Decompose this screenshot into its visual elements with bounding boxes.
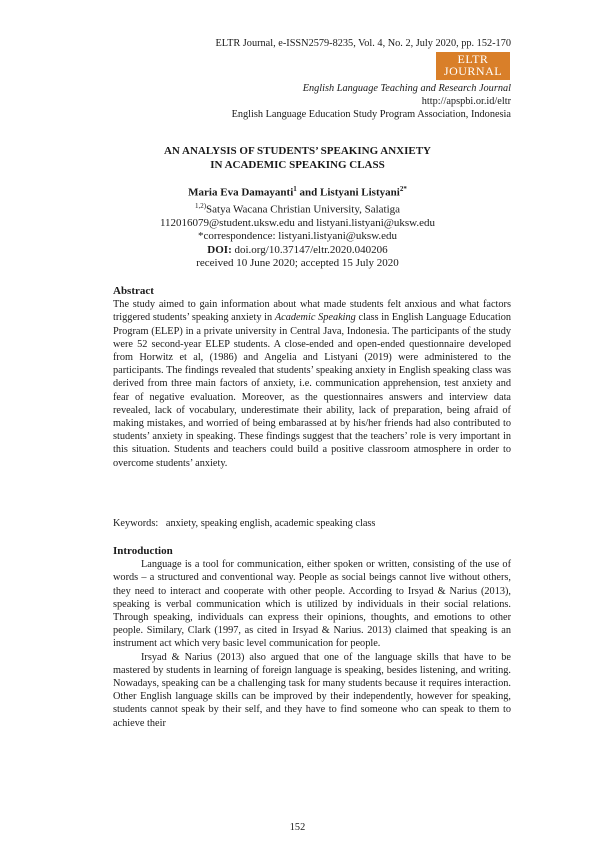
abstract-section bbox=[113, 285, 511, 470]
abstract-text-part-1: The study aimed to gain information about what made students felt anxious and what factors triggered students’ speaking anxiety in bbox=[113, 299, 511, 324]
affiliation-sup: 1,2) bbox=[194, 201, 207, 210]
received-accepted-dates: received 10 June 2020; accepted 15 July 2020 bbox=[196, 256, 399, 269]
affiliation bbox=[0, 200, 595, 217]
author-emails: 112016079@student.uksw.edu and listyani.listyani@uksw.edu bbox=[159, 216, 436, 229]
abstract-text-part-2: class in English Language Education Program (ELEP) in a private university in Central Java, Indonesia. The participants of the study were 52 second-year ELEP students. A close-ended and open-ended questionnaire developed from Horwitz et al, (1986) and Angelia and Listyani (2019) were administered to the participants. The findings revealed that students’ speaking anxiety in English speaking class was derived from three main factors of anxiety, i.e. communication apprehension, test anxiety and fear of negative evaluation. Moreover, as the questionnaires answers and interview data revealed, lack of vocabulary, underestimate their ability, lack of preparation, being afraid of making mistakes, and worried of being embarassed at by his/her friends had also contributed to students’ anxiety in speaking. These findings suggest that the teachers’ role is very important in this situation. Students and teachers could build a positive classroom atmosphere in order to overcome students’ anxiety. bbox=[113, 312, 511, 469]
doi-label: DOI: bbox=[207, 243, 232, 256]
logo-text-journal: JOURNAL bbox=[443, 64, 503, 78]
page-number: 152 bbox=[289, 822, 306, 833]
author-1-name: Maria Eva Damayanti bbox=[188, 186, 294, 199]
journal-masthead bbox=[232, 82, 511, 121]
abstract-text-italic: Academic Speaking bbox=[274, 312, 356, 324]
author-2-name: Listyani Listyani bbox=[320, 186, 400, 199]
journal-url: http://apspbi.or.id/eltr bbox=[421, 96, 511, 107]
author-names bbox=[0, 183, 595, 200]
paper-title bbox=[0, 144, 595, 172]
eltr-journal-logo bbox=[436, 52, 510, 80]
abstract-heading: Abstract bbox=[113, 285, 154, 297]
author-connector: and bbox=[296, 186, 321, 199]
paper-title-line-2: IN ACADEMIC SPEAKING CLASS bbox=[210, 159, 385, 171]
introduction-section bbox=[113, 545, 511, 730]
author-1-sup: 1 bbox=[293, 185, 297, 193]
paper-title-line-1: AN ANALYSIS OF STUDENTS’ SPEAKING ANXIETY bbox=[163, 145, 432, 157]
keywords-line bbox=[113, 518, 375, 529]
author-2-sup: 2* bbox=[399, 185, 407, 193]
correspondence-email: *correspondence: listyani.listyani@uksw.edu bbox=[197, 230, 398, 243]
affiliation-text: Satya Wacana Christian University, Salatiga bbox=[206, 203, 401, 216]
journal-name: English Language Teaching and Research Journal bbox=[302, 83, 511, 94]
logo-text-eltr: ELTR bbox=[457, 52, 489, 66]
introduction-heading: Introduction bbox=[113, 545, 173, 557]
journal-association: English Language Education Study Program Association, Indonesia bbox=[231, 109, 511, 120]
doi-value: doi.org/10.37147/eltr.2020.040206 bbox=[231, 243, 388, 256]
doi-line bbox=[0, 244, 595, 257]
introduction-paragraph-1: Language is a tool for communication, either spoken or written, consisting of the use of words – a structured and conventional way. People as social beings cannot live without others, they need to interact and cooperate with other people. According to Irsyad & Narius (2013), speaking is verbal communication which is utilized by individuals in their social relations. Through speaking, individuals can express their opinions, thoughts, and emotions to other people. Similary, Clark (1997, as cited in Irsyad & Narius. 2013) claimed that speaking is an instrument act which very basic level communication for people. bbox=[113, 559, 511, 650]
abstract-text bbox=[113, 298, 511, 470]
keywords-text: anxiety, speaking english, academic speaking class bbox=[165, 518, 376, 529]
journal-reference: ELTR Journal, e-ISSN2579-8235, Vol. 4, No. 2, July 2020, pp. 152-170 bbox=[215, 38, 511, 49]
author-block bbox=[0, 183, 595, 270]
introduction-paragraph-2: Irsyad & Narius (2013) also argued that one of the language skills that have to be mastered by students in learning of foreign language is speaking, besides listening, and writing. Nowadays, speaking can be a challenging task for many students because it requires interaction. Other English language skills can be improved by their independently, however for speaking, students cannot speak by their self, and they have to find someone who can speak to them to achieve their bbox=[113, 651, 511, 729]
keywords-label: Keywords: bbox=[113, 518, 159, 529]
